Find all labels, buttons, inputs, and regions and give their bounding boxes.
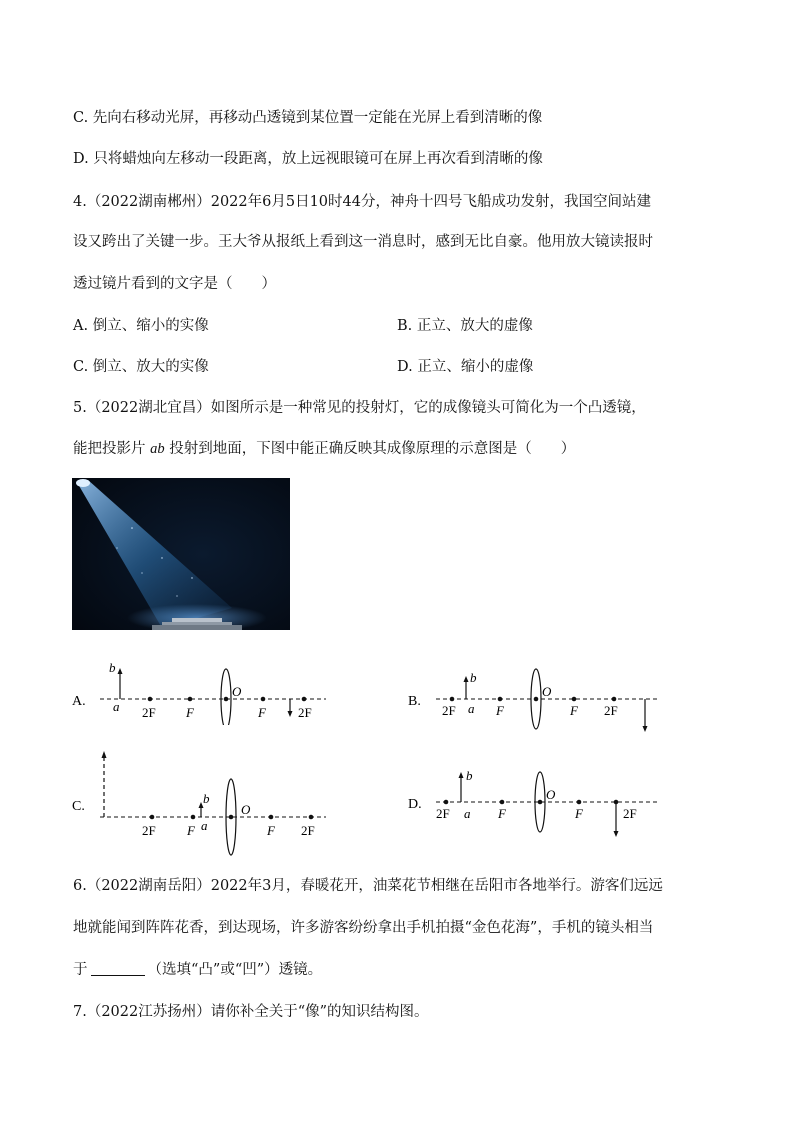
diagram-c-label-f-left: F bbox=[187, 823, 195, 838]
diagram-a-label-2f-left: 2F bbox=[142, 705, 156, 720]
option-3d: D. 只将蜡烛向左移动一段距离，放上远视眼镜可在屏上再次看到清晰的像 bbox=[73, 151, 543, 167]
diagram-b-label-f-left: F bbox=[496, 703, 504, 718]
diagram-d-label-b: b bbox=[466, 768, 473, 783]
diagram-c-label-a: a bbox=[201, 818, 208, 833]
diagram-b-letter: B. bbox=[408, 694, 421, 709]
diagram-a-label-f-left: F bbox=[186, 705, 194, 720]
diagram-d-label-f-right: F bbox=[575, 806, 583, 821]
diagram-c-label-2f-left: 2F bbox=[142, 823, 156, 838]
question-6-line-3 bbox=[73, 960, 322, 980]
question-6-line-2: 地就能闻到阵阵花香，到达现场，许多游客纷纷拿出手机拍摄“金色花海”，手机的镜头相当 bbox=[73, 920, 654, 936]
question-4-line-3: 透过镜片看到的文字是（ ） bbox=[73, 276, 276, 292]
question-5-line-2 bbox=[73, 439, 575, 459]
diagram-c-letter: C. bbox=[72, 799, 85, 814]
diagram-d-label-a: a bbox=[464, 806, 471, 821]
question-5-ab: ab bbox=[150, 441, 165, 457]
question-5-text-post: 投射到地面，下图中能正确反映其成像原理的示意图是（ ） bbox=[164, 441, 576, 457]
question-6-text-pre: 于 bbox=[73, 962, 88, 978]
diagram-a-label-a: a bbox=[113, 699, 120, 714]
diagram-b-label-o: O bbox=[542, 684, 552, 699]
question-4-line-1: 4.（2022湖南郴州）2022年6月5日10时44分，神舟十四号飞船成功发射，我国空间站建 bbox=[73, 194, 651, 210]
question-6-text-post: （选填“凸”或“凹”）透镜。 bbox=[147, 962, 323, 978]
diagram-b-label-2f-left: 2F bbox=[442, 703, 456, 718]
question-5-text-pre: 能把投影片 bbox=[73, 441, 151, 457]
question-5-line-1: 5.（2022湖北宜昌）如图所示是一种常见的投射灯，它的成像镜头可简化为一个凸透镜， bbox=[73, 400, 646, 416]
diagram-c-label-o: O bbox=[241, 802, 251, 817]
option-3c: C. 先向右移动光屏，再移动凸透镜到某位置一定能在光屏上看到清晰的像 bbox=[73, 110, 543, 126]
diagram-b-label-2f-right: 2F bbox=[604, 703, 618, 718]
diagram-a-label-b: b bbox=[109, 660, 116, 675]
diagram-d-label-2f-right: 2F bbox=[623, 806, 637, 821]
option-4d: D. 正立、缩小的虚像 bbox=[397, 359, 534, 375]
diagram-a-label-2f-right: 2F bbox=[298, 705, 312, 720]
question-7-line-1: 7.（2022江苏扬州）请你补全关于“像”的知识结构图。 bbox=[73, 1004, 429, 1020]
diagram-d-letter: D. bbox=[408, 797, 422, 812]
question-4-line-2: 设又跨出了关键一步。王大爷从报纸上看到这一消息时，感到无比自豪。他用放大镜读报时 bbox=[73, 234, 653, 250]
diagram-d-label-o: O bbox=[546, 787, 556, 802]
diagram-c-label-f-right: F bbox=[267, 823, 275, 838]
diagram-b-label-a: a bbox=[468, 701, 475, 716]
diagram-c bbox=[68, 748, 358, 860]
diagram-c-label-2f-right: 2F bbox=[301, 823, 315, 838]
diagram-a-letter: A. bbox=[72, 694, 86, 709]
diagram-b bbox=[404, 655, 694, 740]
diagram-b-label-b: b bbox=[470, 670, 477, 685]
diagram-d-label-f-left: F bbox=[498, 806, 506, 821]
diagram-a bbox=[68, 655, 358, 725]
question-6-line-1: 6.（2022湖南岳阳）2022年3月，春暖花开，油菜花节相继在岳阳市各地举行。游客们远远 bbox=[73, 878, 663, 894]
diagram-d-label-2f-left: 2F bbox=[436, 806, 450, 821]
option-4c: C. 倒立、放大的实像 bbox=[73, 359, 209, 375]
diagram-a-label-o: O bbox=[232, 684, 242, 699]
diagram-c-label-b: b bbox=[203, 791, 210, 806]
option-4a: A. 倒立、缩小的实像 bbox=[73, 318, 209, 334]
spotlight-photo bbox=[72, 478, 290, 630]
diagram-b-label-f-right: F bbox=[570, 703, 578, 718]
diagram-d bbox=[404, 760, 694, 855]
diagram-a-label-f-right: F bbox=[258, 705, 266, 720]
option-4b: B. 正立、放大的虚像 bbox=[397, 318, 533, 334]
answer-blank[interactable] bbox=[91, 961, 145, 976]
